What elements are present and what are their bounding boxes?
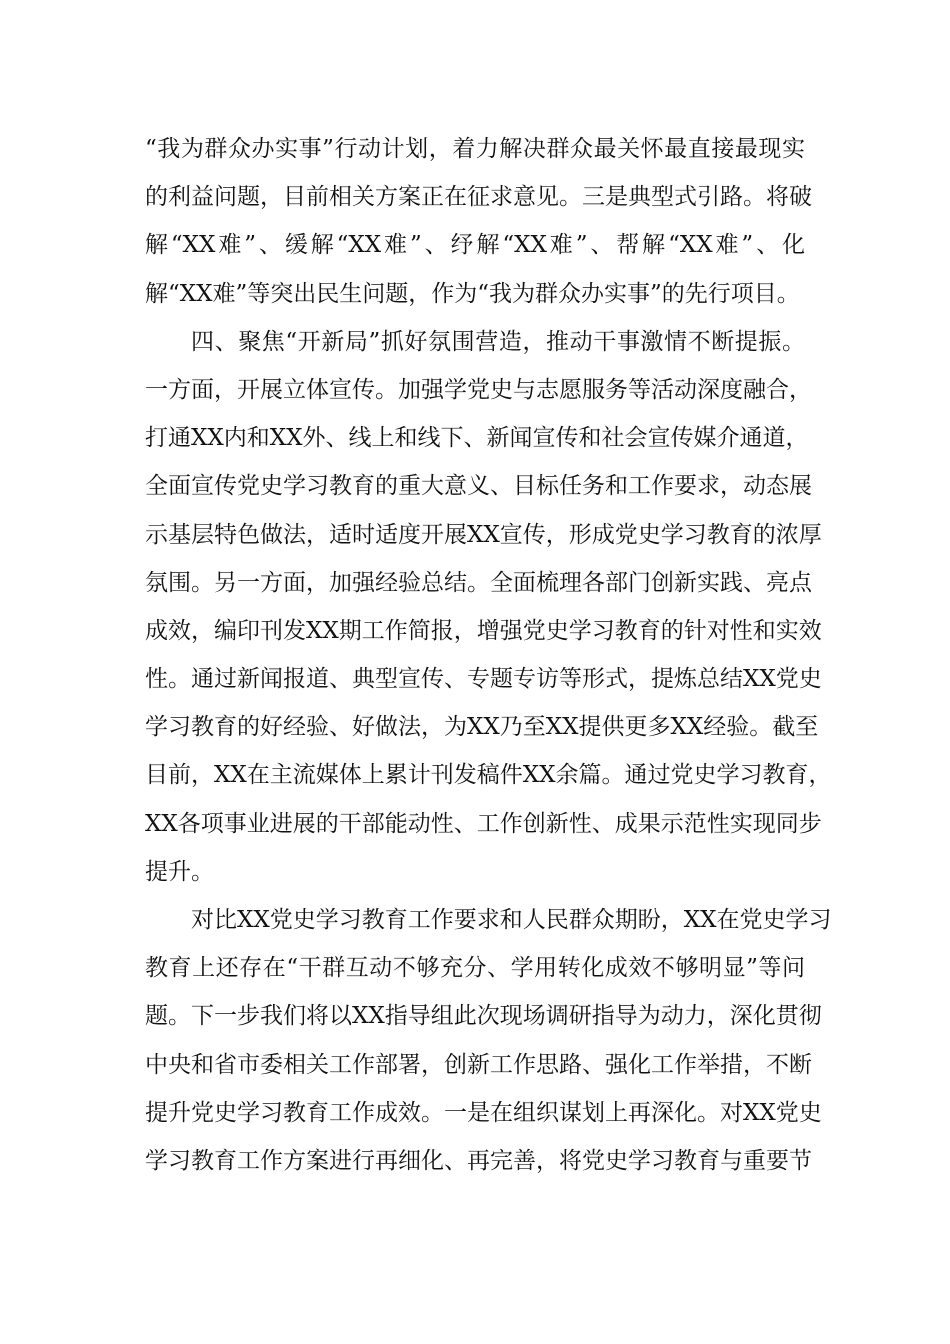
text-line: 解“XX难”、缓解“XX难”、纾解“XX难”、帮解“XX难”、化 bbox=[145, 232, 805, 259]
text-line: 一方面，开展立体宣传。加强学党史与志愿服务等活动深度融合， bbox=[145, 376, 812, 403]
text-line: 性。通过新闻报道、典型宣传、专题专访等形式，提炼总结XX党史 bbox=[145, 666, 822, 693]
text-line: 解“XX难”等突出民生问题，作为“我为群众办实事”的先行项目。 bbox=[145, 280, 800, 307]
text-line: 中央和省市委相关工作部署，创新工作思路、强化工作举措，不断 bbox=[145, 1051, 812, 1078]
text-line: 提升党史学习教育工作成效。一是在组织谋划上再深化。对XX党史 bbox=[145, 1099, 822, 1126]
text-line: 对比XX党史学习教育工作要求和人民群众期盼，XX在党史学习 bbox=[191, 907, 832, 933]
text-line: 全面宣传党史学习教育的重大意义、目标任务和工作要求，动态展 bbox=[145, 473, 812, 500]
text-line: 打通XX内和XX外、线上和线下、新闻宣传和社会宣传媒介通道， bbox=[145, 425, 809, 452]
text-line: 成效，编印刊发XX期工作简报，增强党史学习教育的针对性和实效 bbox=[145, 617, 822, 644]
text-line: 四、聚焦“开新局”抓好氛围营造，推动干事激情不断提振。 bbox=[191, 328, 805, 355]
text-line: 学习教育工作方案进行再细化、再完善，将党史学习教育与重要节 bbox=[145, 1147, 812, 1174]
text-line: 目前，XX在主流媒体上累计刊发稿件XX余篇。通过党史学习教育， bbox=[145, 762, 832, 789]
text-line: 教育上还存在“干群互动不够充分、学用转化成效不够明显”等问 bbox=[145, 955, 805, 982]
text-line: 题。下一步我们将以XX指导组此次现场调研指导为动力，深化贯彻 bbox=[145, 1003, 822, 1030]
text-line: 提升。 bbox=[145, 858, 214, 885]
text-line: 学习教育的好经验、好做法，为XX乃至XX提供更多XX经验。截至 bbox=[145, 714, 819, 741]
text-line: 氛围。另一方面，加强经验总结。全面梳理各部门创新实践、亮点 bbox=[145, 569, 812, 596]
text-line: XX各项事业进展的干部能动性、工作创新性、成果示范性实现同步 bbox=[145, 810, 822, 837]
text-line: 示基层特色做法，适时适度开展XX宣传，形成党史学习教育的浓厚 bbox=[145, 521, 822, 548]
body-text bbox=[145, 125, 832, 1185]
text-line: 的利益问题，目前相关方案正在征求意见。三是典型式引路。将破 bbox=[145, 184, 812, 211]
text-line: “我为群众办实事”行动计划，着力解决群众最关怀最直接最现实 bbox=[145, 136, 805, 162]
